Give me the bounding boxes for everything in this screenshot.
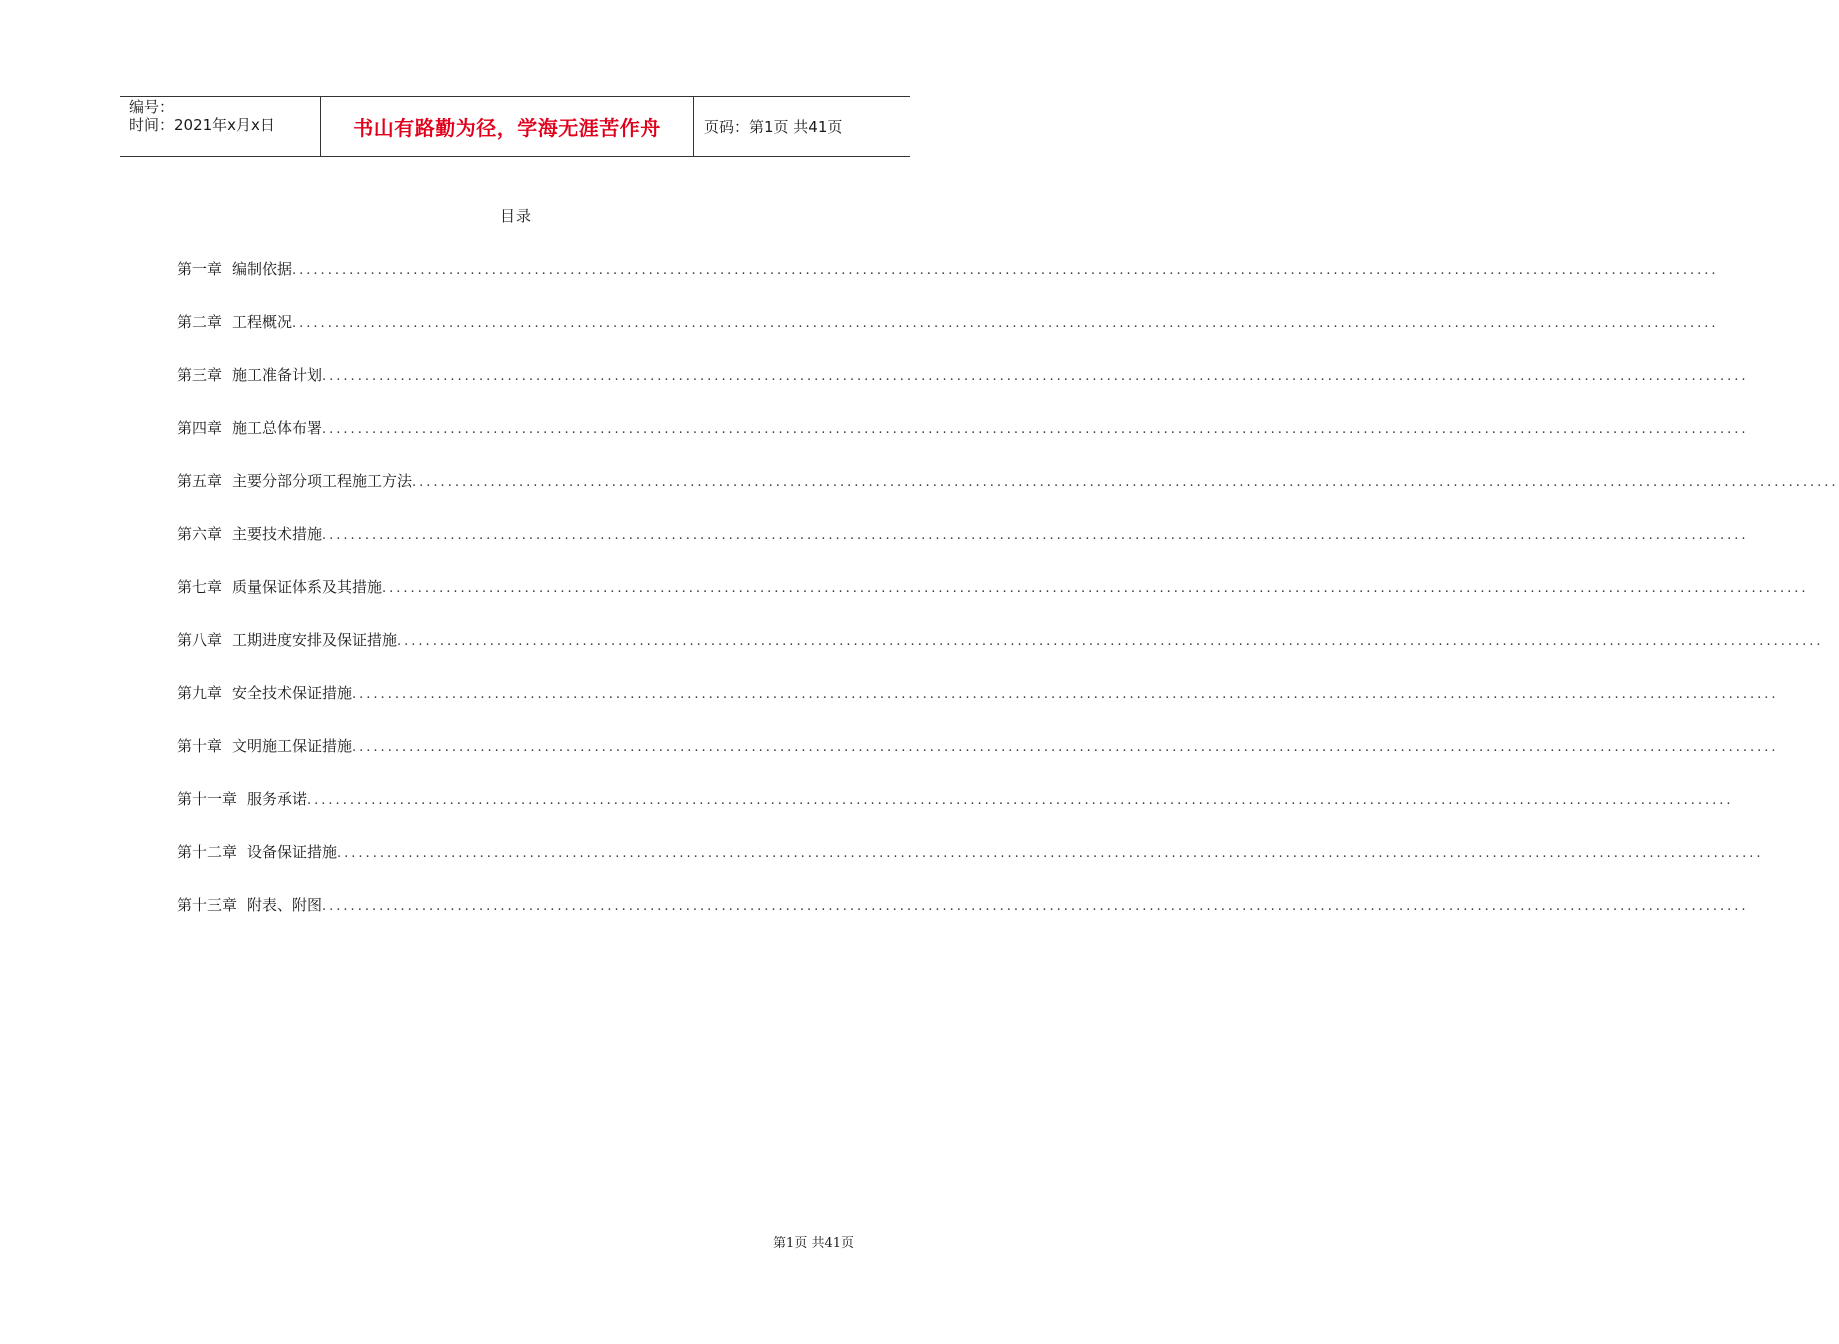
table-of-contents (177, 258, 1839, 947)
toc-entry[interactable] (177, 364, 1749, 417)
toc-entry[interactable] (177, 523, 1749, 576)
toc-entry-chapter: 第八章 (177, 631, 223, 649)
toc-entry-title: 主要分部分项工程施工方法 (232, 472, 413, 490)
toc-entry-chapter: 第三章 (177, 366, 223, 384)
toc-entry-chapter: 第十二章 (177, 843, 238, 861)
toc-entry-title: 编制依据 (232, 260, 293, 278)
toc-entry-chapter: 第五章 (177, 472, 223, 490)
header-motto: 书山有路勤为径，学海无涯苦作舟 (321, 97, 694, 156)
toc-entry-title: 工期进度安排及保证措施 (232, 631, 398, 649)
toc-entry-chapter: 第六章 (177, 525, 223, 543)
toc-entry-chapter: 第一章 (177, 260, 223, 278)
header-meta (120, 97, 321, 156)
toc-entry-title: 附表、附图 (247, 896, 323, 914)
toc-entry-chapter: 第九章 (177, 684, 223, 702)
toc-leader-dots: ........................................................................................................................................................................................................ (382, 581, 1809, 596)
toc-leader-dots: ........................................................................................................................................................................................................ (337, 846, 1764, 861)
toc-leader-dots: ........................................................................................................................................................................................................ (322, 899, 1749, 914)
toc-entry-chapter: 第四章 (177, 419, 223, 437)
toc-entry[interactable] (177, 470, 1839, 523)
toc-entry-title: 安全技术保证措施 (232, 684, 353, 702)
toc-entry[interactable] (177, 311, 1719, 364)
footer-page-number: 第1页 共41页 (773, 1236, 854, 1251)
toc-leader-dots: ........................................................................................................................................................................................................ (292, 263, 1719, 278)
toc-entry-chapter: 第七章 (177, 578, 223, 596)
toc-entry[interactable] (177, 258, 1719, 311)
toc-leader-dots: ........................................................................................................................................................................................................ (307, 793, 1734, 808)
toc-entry[interactable] (177, 682, 1779, 735)
toc-leader-dots: ........................................................................................................................................................................................................ (322, 369, 1749, 384)
toc-entry[interactable] (177, 735, 1779, 788)
toc-entry-title: 设备保证措施 (247, 843, 338, 861)
document-time: 时间：2021年x月x日 (129, 116, 275, 134)
toc-leader-dots: ........................................................................................................................................................................................................ (397, 634, 1824, 649)
toc-entry[interactable] (177, 894, 1749, 947)
toc-entry[interactable] (177, 417, 1749, 470)
toc-entry[interactable] (177, 841, 1764, 894)
toc-entry-title: 质量保证体系及其措施 (232, 578, 383, 596)
toc-entry[interactable] (177, 629, 1824, 682)
document-header (120, 96, 910, 157)
toc-entry-title: 文明施工保证措施 (232, 737, 353, 755)
toc-entry-chapter: 第十一章 (177, 790, 238, 808)
toc-entry-chapter: 第十章 (177, 737, 223, 755)
toc-entry-title: 主要技术措施 (232, 525, 323, 543)
toc-leader-dots: ........................................................................................................................................................................................................ (292, 316, 1719, 331)
toc-leader-dots: ........................................................................................................................................................................................................ (322, 528, 1749, 543)
toc-entry-title: 施工总体布署 (232, 419, 323, 437)
toc-entry[interactable] (177, 576, 1809, 629)
toc-leader-dots: ........................................................................................................................................................................................................ (412, 475, 1839, 490)
toc-leader-dots: ........................................................................................................................................................................................................ (322, 422, 1749, 437)
header-page-info: 页码：第1页 共41页 (704, 118, 843, 136)
toc-entry-title: 工程概况 (232, 313, 293, 331)
toc-leader-dots: ........................................................................................................................................................................................................ (352, 687, 1779, 702)
toc-entry-chapter: 第二章 (177, 313, 223, 331)
toc-entry-chapter: 第十三章 (177, 896, 238, 914)
document-number-label: 编号： (129, 98, 175, 116)
toc-title: 目录 (499, 207, 532, 225)
toc-entry-title: 服务承诺 (247, 790, 308, 808)
toc-entry[interactable] (177, 788, 1734, 841)
toc-leader-dots: ........................................................................................................................................................................................................ (352, 740, 1779, 755)
toc-entry-title: 施工准备计划 (232, 366, 323, 384)
